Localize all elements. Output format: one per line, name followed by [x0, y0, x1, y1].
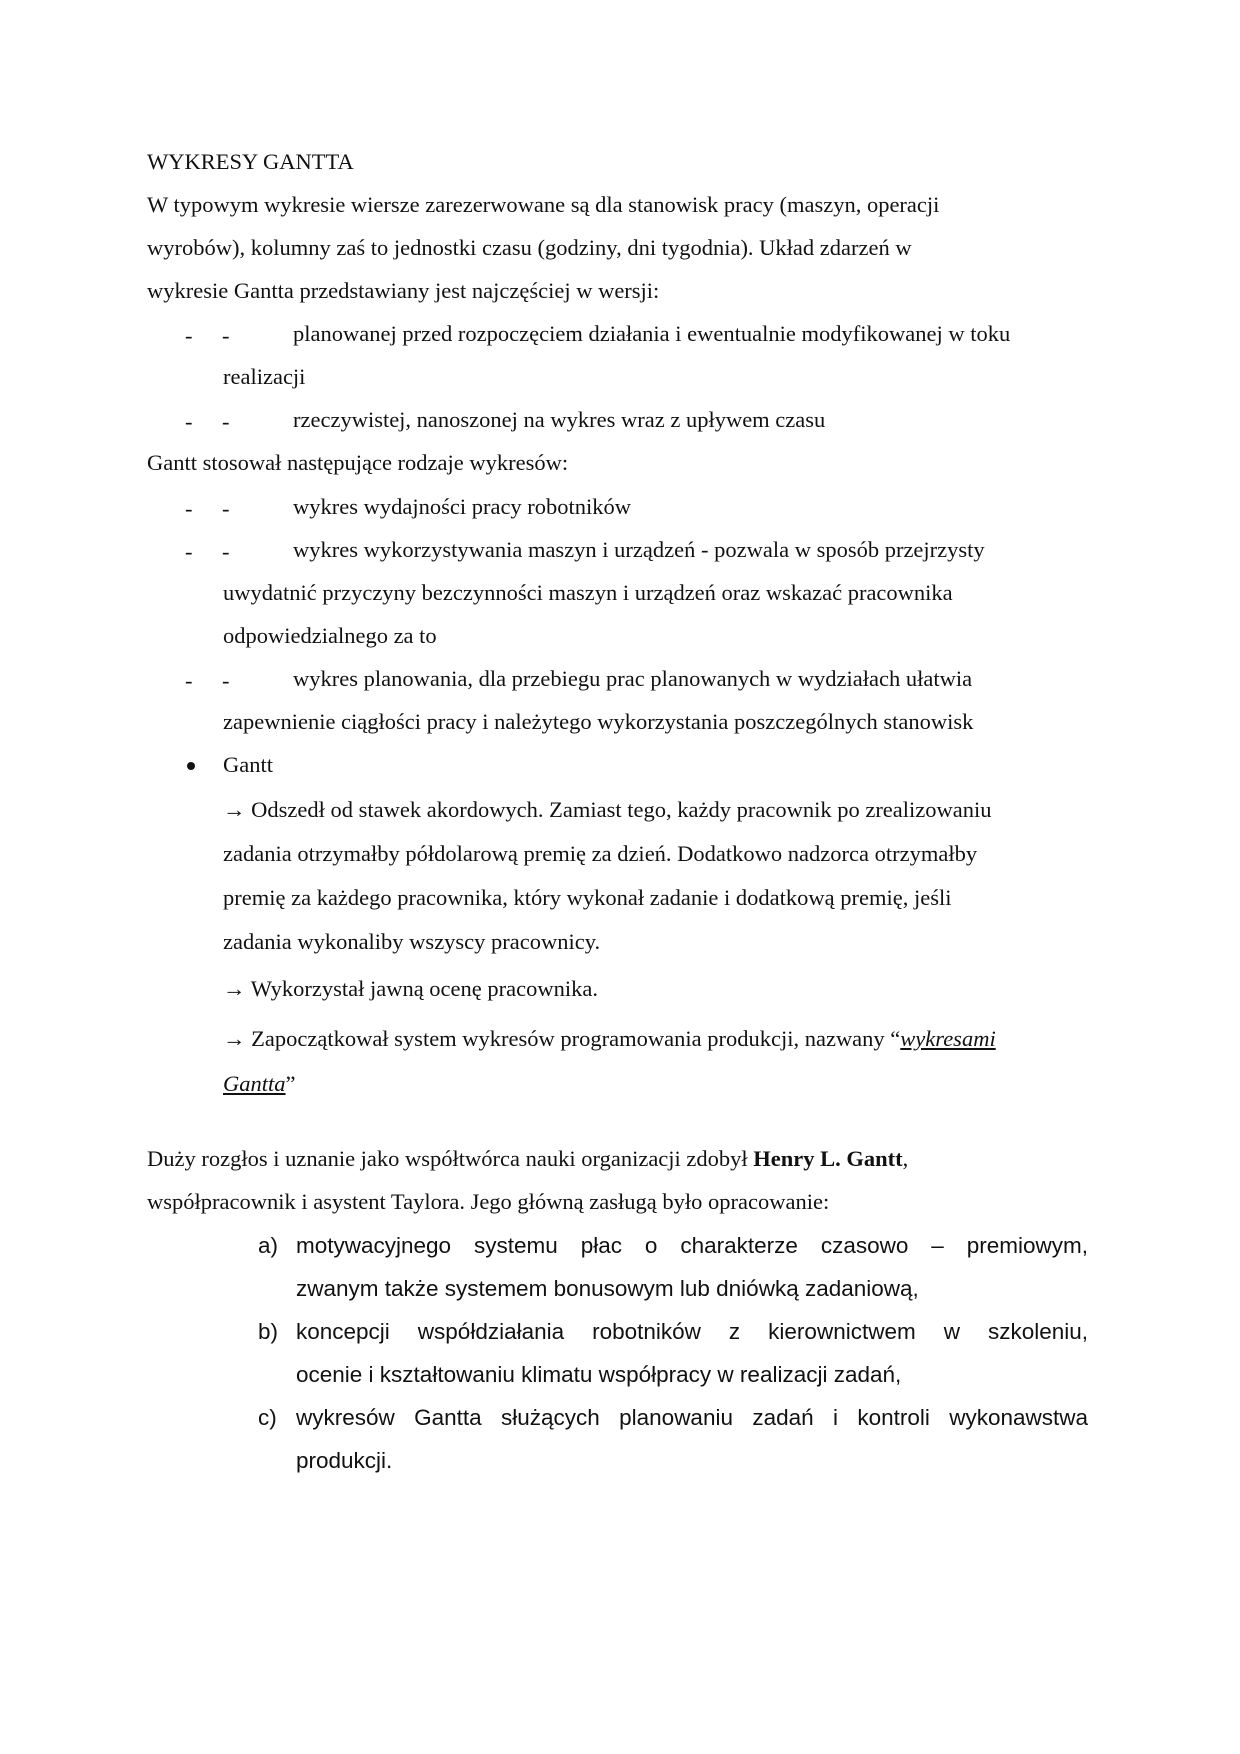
type-text: zapewnienie ciągłości pracy i należytego wykorzystania poszczególnych stanowisk	[223, 709, 974, 734]
gantt-point-3: → Zapoczątkował system wykresów programowania produkcji, nazwany “wykresami	[223, 1026, 996, 1051]
intro-line: wyrobów), kolumny zaś to jednostki czasu (godziny, dni tygodnia). Układ zdarzeń w	[147, 235, 912, 260]
gantt-point-1-line: zadania wykonaliby wszyscy pracownicy.	[223, 929, 601, 954]
list-dash-marker: -	[222, 496, 230, 521]
achievement-text: zwanym także systemem bonusowym lub dniówką zadaniową,	[296, 1276, 919, 1301]
intro-line: W typowym wykresie wiersze zarezerwowane są dla stanowisk pracy (maszyn, operacji	[147, 192, 940, 217]
gantt-charts-link[interactable]: Gantta	[223, 1071, 286, 1096]
achievement-text: motywacyjnego systemu płac o charakterze czasowo – premiowym,	[296, 1233, 1088, 1258]
gantt-bullet-label: Gantt	[223, 752, 273, 777]
version-text: realizacji	[223, 364, 306, 389]
henry-gantt-name: Henry L. Gantt	[753, 1146, 903, 1171]
gantt-charts-link[interactable]: wykresami	[900, 1026, 996, 1051]
achievement-text: produkcji.	[296, 1448, 393, 1473]
type-text: wykres planowania, dla przebiegu prac planowanych w wydziałach ułatwia	[293, 666, 973, 691]
achievement-text: wykresów Gantta służących planowaniu zadań i kontroli wykonawstwa	[296, 1405, 1088, 1430]
list-dash-marker: -	[185, 668, 193, 693]
henry-paragraph-line: współpracownik i asystent Taylora. Jego główną zasługą było opracowanie:	[147, 1189, 830, 1214]
type-text: odpowiedzialnego za to	[223, 623, 437, 648]
achievement-marker: b)	[258, 1319, 279, 1344]
list-dash-marker: -	[222, 323, 230, 348]
arrow-right-icon: →	[223, 797, 246, 822]
list-dash-marker: -	[185, 409, 193, 434]
intro-line: wykresie Gantta przedstawiany jest najczęściej w wersji:	[147, 278, 660, 303]
type-text: wykres wydajności pracy robotników	[293, 494, 632, 519]
types-intro: Gantt stosował następujące rodzaje wykresów:	[147, 450, 569, 475]
gantt-point-3-cont: Gantta”	[223, 1071, 296, 1096]
list-dash-marker: -	[185, 496, 193, 521]
type-text: uwydatnić przyczyny bezczynności maszyn i urządzeń oraz wskazać pracownika	[223, 580, 953, 605]
version-text: rzeczywistej, nanoszonej na wykres wraz z upływem czasu	[293, 407, 826, 432]
arrow-right-icon: →	[223, 1026, 246, 1051]
henry-paragraph-line: Duży rozgłos i uznanie jako współtwórca nauki organizacji zdobył Henry L. Gantt,	[147, 1146, 909, 1171]
list-dash-marker: -	[222, 409, 230, 434]
arrow-right-icon: →	[223, 976, 246, 1001]
gantt-point-1-line: premię za każdego pracownika, który wykonał zadanie i dodatkową premię, jeśli	[223, 885, 952, 910]
list-dash-marker: -	[185, 539, 193, 564]
gantt-point-2: → Wykorzystał jawną ocenę pracownika.	[223, 976, 598, 1001]
achievement-marker: c)	[258, 1405, 277, 1430]
gantt-point-1-line: → Odszedł od stawek akordowych. Zamiast tego, każdy pracownik po zrealizowaniu	[223, 797, 992, 822]
list-dash-marker: -	[185, 323, 193, 348]
achievement-text: koncepcji współdziałania robotników z kierownictwem w szkoleniu,	[296, 1319, 1088, 1344]
achievement-marker: a)	[258, 1233, 279, 1258]
achievement-text: ocenie i kształtowaniu klimatu współpracy w realizacji zadań,	[296, 1362, 902, 1387]
document-title: WYKRESY GANTTA	[147, 149, 354, 174]
list-dash-marker: -	[222, 539, 230, 564]
list-dash-marker: -	[222, 668, 230, 693]
bullet-icon	[187, 762, 195, 770]
type-text: wykres wykorzystywania maszyn i urządzeń - pozwala w sposób przejrzysty	[293, 537, 985, 562]
version-text: planowanej przed rozpoczęciem działania i ewentualnie modyfikowanej w toku	[293, 321, 1011, 346]
gantt-point-1-line: zadania otrzymałby półdolarową premię za dzień. Dodatkowo nadzorca otrzymałby	[223, 841, 978, 866]
